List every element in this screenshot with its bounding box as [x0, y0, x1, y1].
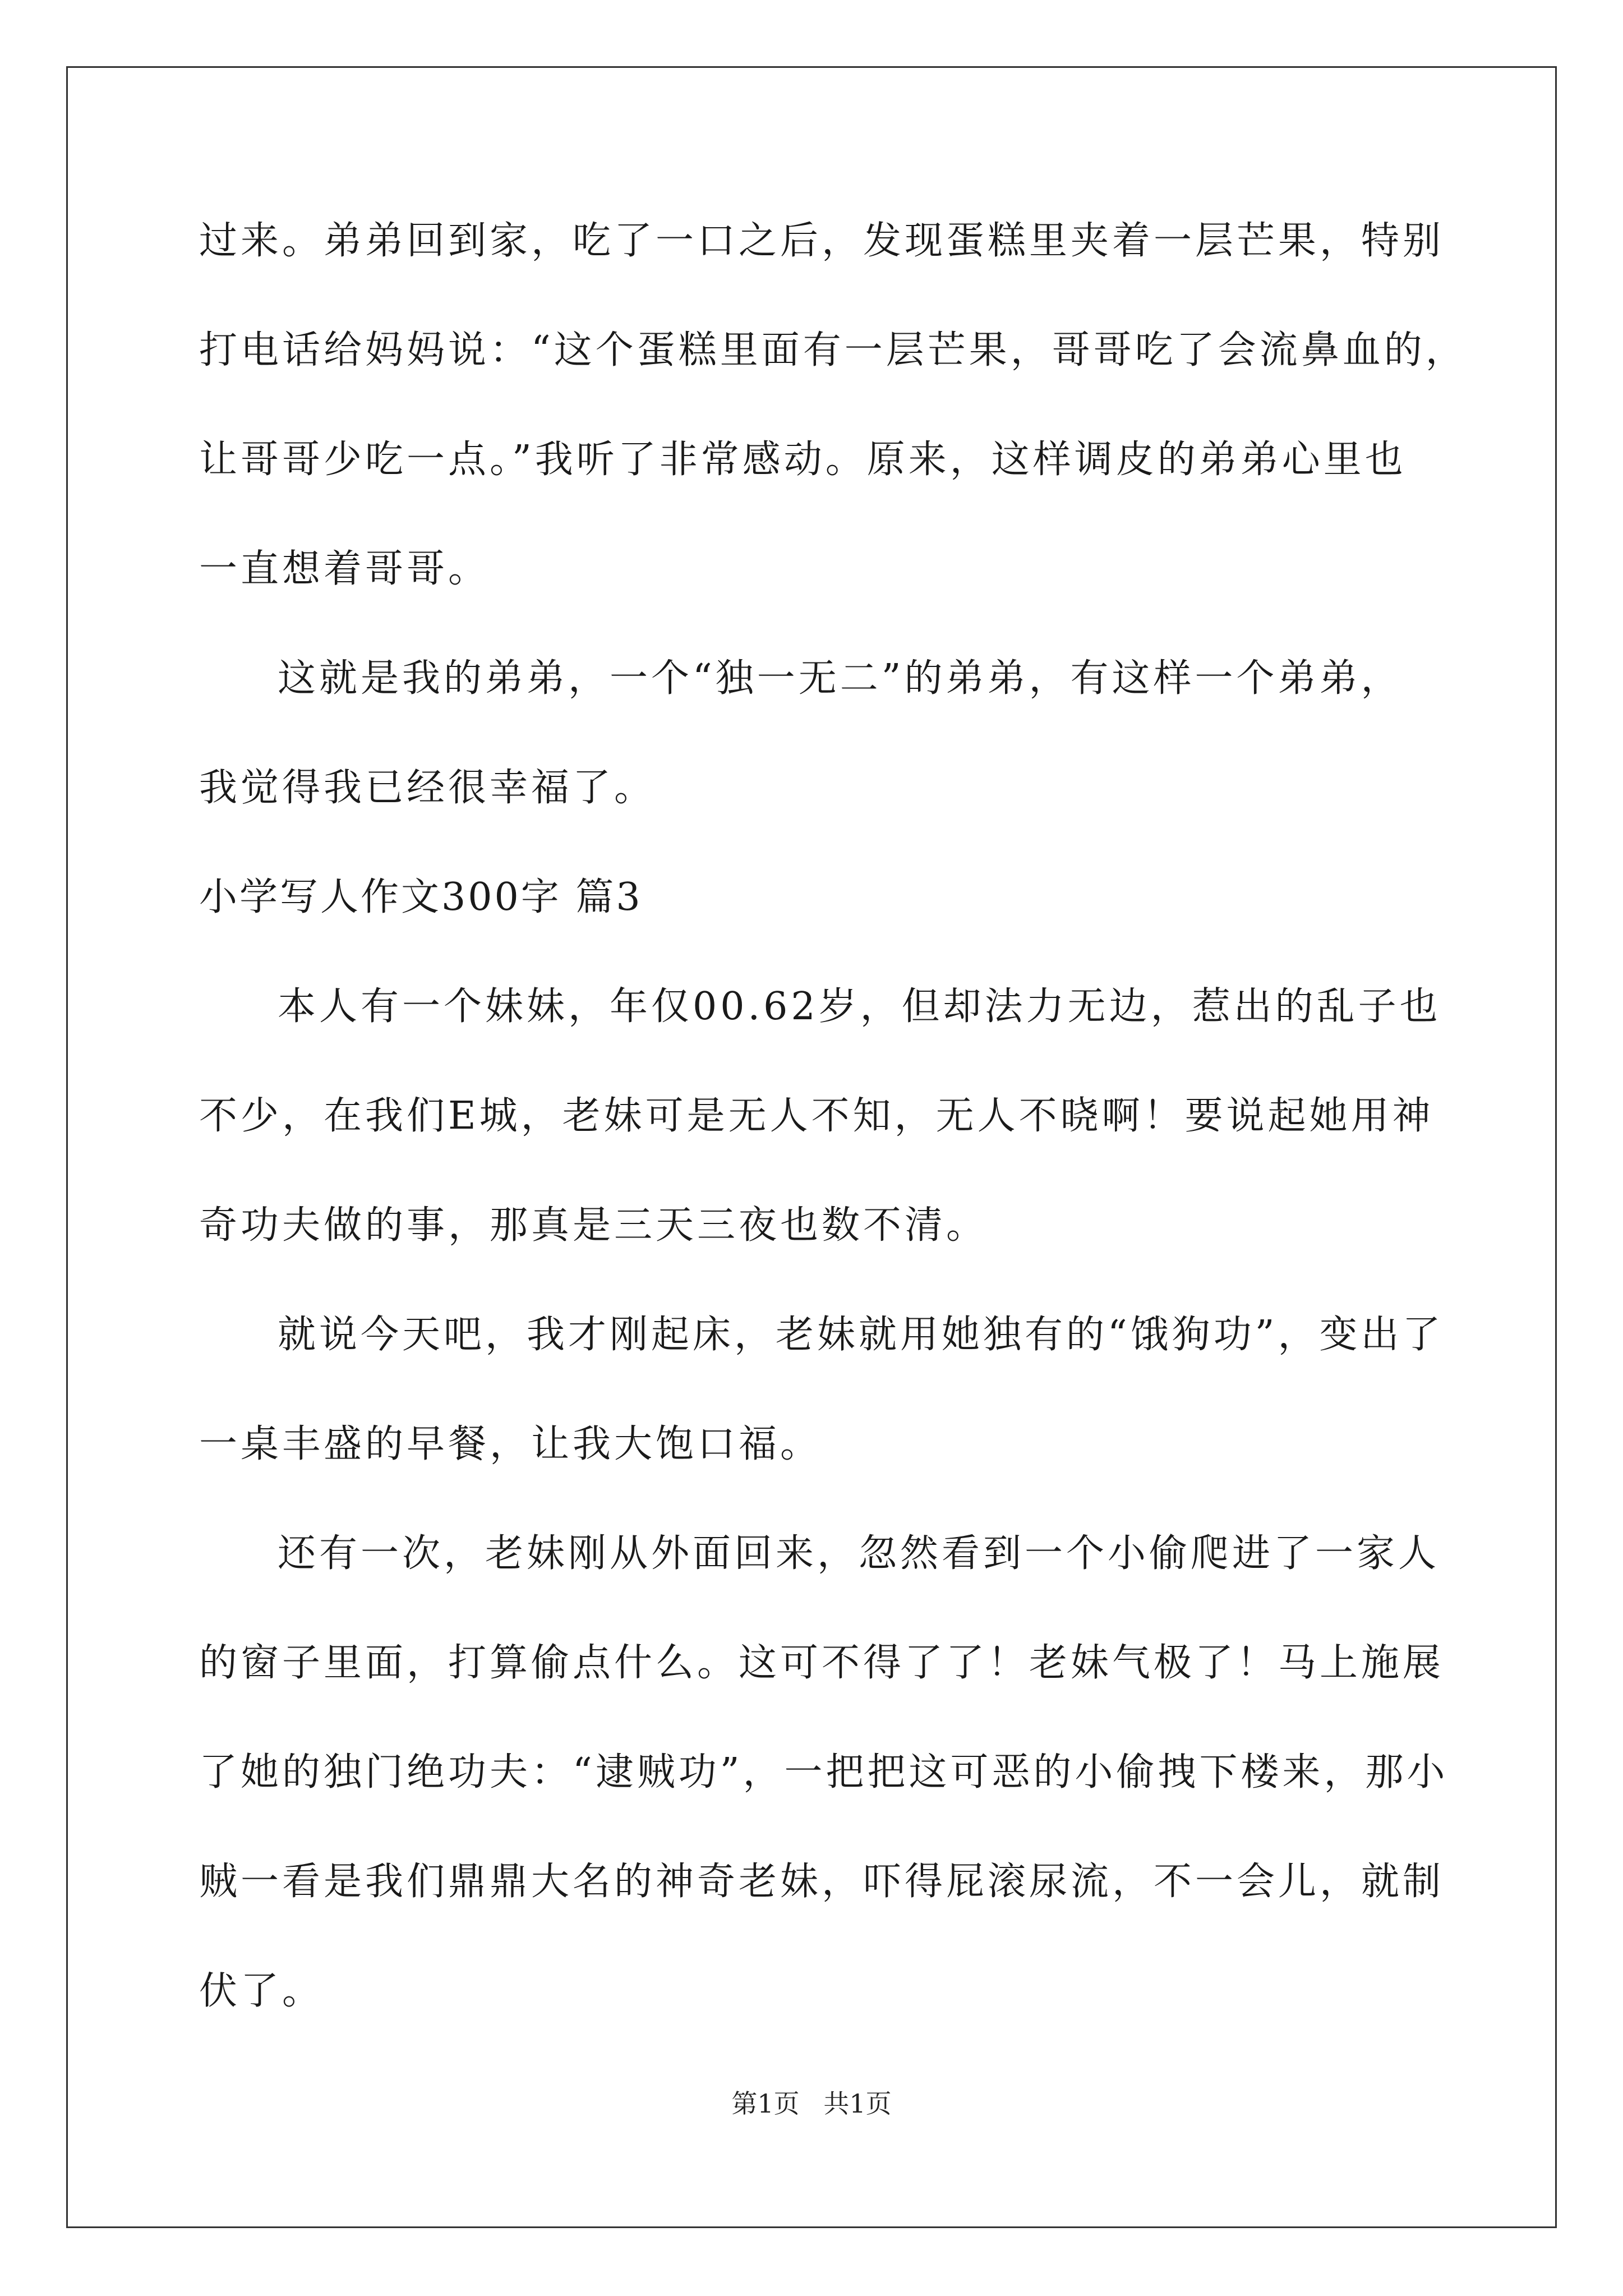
text-line-1: 过来。弟弟回到家，吃了一口之后，发现蛋糕里夹着一层芒果，特别 [199, 219, 1445, 263]
text-line-5: 这就是我的弟弟，一个“独一无二”的弟弟，有这样一个弟弟， [278, 656, 1403, 701]
page-footer [0, 2087, 1623, 2120]
text-line-2: 打电话给妈妈说：“这个蛋糕里面有一层芒果，哥哥吃了会流鼻血的， [199, 328, 1467, 372]
page-total: 共1页 [823, 2088, 892, 2119]
page-number: 第1页 [731, 2088, 800, 2119]
section-heading: 小学写人作文300字 篇3 [199, 875, 643, 919]
text-line-8: 本人有一个妹妹，年仅00.62岁，但却法力无边，惹出的乱子也 [278, 984, 1441, 1029]
text-line-9: 不少，在我们E城，老妹可是无人不知，无人不晓啊！要说起她用神 [199, 1094, 1434, 1138]
text-line-14: 的窗子里面，打算偷点什么。这可不得了了！老妹气极了！马上施展 [199, 1641, 1445, 1685]
text-line-4: 一直想着哥哥。 [199, 547, 490, 591]
text-line-13: 还有一次，老妹刚从外面回来，忽然看到一个小偷爬进了一家人 [278, 1531, 1440, 1576]
text-line-15: 了她的独门绝功夫：“逮贼功”，一把把这可恶的小偷拽下楼来，那小 [199, 1750, 1449, 1795]
text-line-17: 伏了。 [199, 1969, 324, 2013]
text-line-10: 奇功夫做的事，那真是三天三夜也数不清。 [199, 1203, 988, 1248]
text-line-16: 贼一看是我们鼎鼎大名的神奇老妹，吓得屁滚尿流，不一会儿，就制 [199, 1860, 1445, 1904]
text-line-12: 一桌丰盛的早餐，让我大饱口福。 [199, 1422, 822, 1466]
document-body [199, 213, 1467, 2073]
text-line-6: 我觉得我已经很幸福了。 [199, 766, 656, 810]
text-line-11: 就说今天吧，我才刚起床，老妹就用她独有的“饿狗功”，变出了 [278, 1313, 1444, 1357]
text-line-3: 让哥哥少吃一点。”我听了非常感动。原来，这样调皮的弟弟心里也 [199, 438, 1407, 482]
